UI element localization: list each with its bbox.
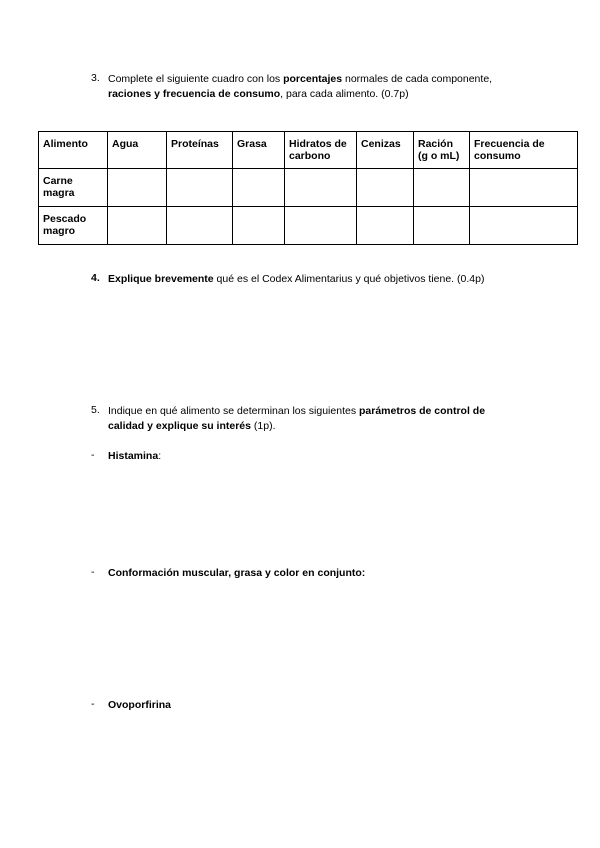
header-frecuencia: Frecuencia de consumo — [470, 132, 578, 169]
table-cell[interactable] — [167, 169, 233, 207]
question-4-number: 4. — [91, 272, 100, 284]
table-header-row — [39, 132, 578, 169]
bullet-dash: - — [91, 566, 95, 578]
table-cell[interactable] — [414, 169, 470, 207]
bullet-dash: - — [91, 449, 95, 461]
header-proteinas: Proteínas — [167, 132, 233, 169]
table-cell[interactable] — [470, 207, 578, 245]
table-row — [39, 207, 578, 245]
q3-line2-bold: raciones y frecuencia de consumo — [108, 88, 281, 100]
table-cell[interactable] — [233, 169, 285, 207]
table-row — [39, 169, 578, 207]
question-5-text — [108, 404, 528, 434]
item-conformacion — [108, 566, 528, 581]
item-label: Ovoporfirina — [108, 699, 172, 711]
question-3-text — [108, 72, 528, 102]
question-5-number: 5. — [91, 404, 100, 416]
header-agua: Agua — [108, 132, 167, 169]
q5-line2-post: (1p). — [250, 420, 276, 432]
table-cell[interactable] — [285, 169, 357, 207]
question-4-text — [108, 272, 568, 287]
question-3-number: 3. — [91, 72, 100, 84]
q4-bold: Explique brevemente — [108, 273, 214, 285]
q3-line1-pre: Complete el siguiente cuadro con los — [108, 73, 284, 85]
table-cell[interactable] — [108, 207, 167, 245]
table-cell[interactable] — [357, 169, 414, 207]
row-label-carne: Carne magra — [39, 169, 108, 207]
item-label: Conformación muscular, grasa y color en conjunto: — [108, 567, 366, 579]
q3-line1-post: normales de cada componente, — [342, 73, 493, 85]
table-cell[interactable] — [414, 207, 470, 245]
table-cell[interactable] — [470, 169, 578, 207]
q5-line1-pre: Indique en qué alimento se determinan los siguientes — [108, 405, 359, 417]
bullet-dash: - — [91, 698, 95, 710]
row-label-pescado: Pescado magro — [39, 207, 108, 245]
header-grasa: Grasa — [233, 132, 285, 169]
header-hidratos: Hidratos de carbono — [285, 132, 357, 169]
table-cell[interactable] — [167, 207, 233, 245]
item-label: Histamina — [108, 450, 159, 462]
q3-line1-bold: porcentajes — [283, 73, 343, 85]
table-cell[interactable] — [108, 169, 167, 207]
item-suffix: : — [158, 450, 162, 462]
q3-line2-post: , para cada alimento. (0.7p) — [280, 88, 409, 100]
header-alimento: Alimento — [39, 132, 108, 169]
q5-line2-bold: calidad y explique su interés — [108, 420, 251, 432]
header-cenizas: Cenizas — [357, 132, 414, 169]
item-ovoporfirina — [108, 698, 528, 713]
table-cell[interactable] — [233, 207, 285, 245]
q4-rest: qué es el Codex Alimentarius y qué objetivos tiene. (0.4p) — [213, 273, 485, 285]
header-racion: Ración (g o mL) — [414, 132, 470, 169]
composition-table — [38, 131, 578, 245]
q5-line1-bold: parámetros de control de — [359, 405, 486, 417]
table-cell[interactable] — [285, 207, 357, 245]
table-cell[interactable] — [357, 207, 414, 245]
item-histamina — [108, 449, 528, 464]
